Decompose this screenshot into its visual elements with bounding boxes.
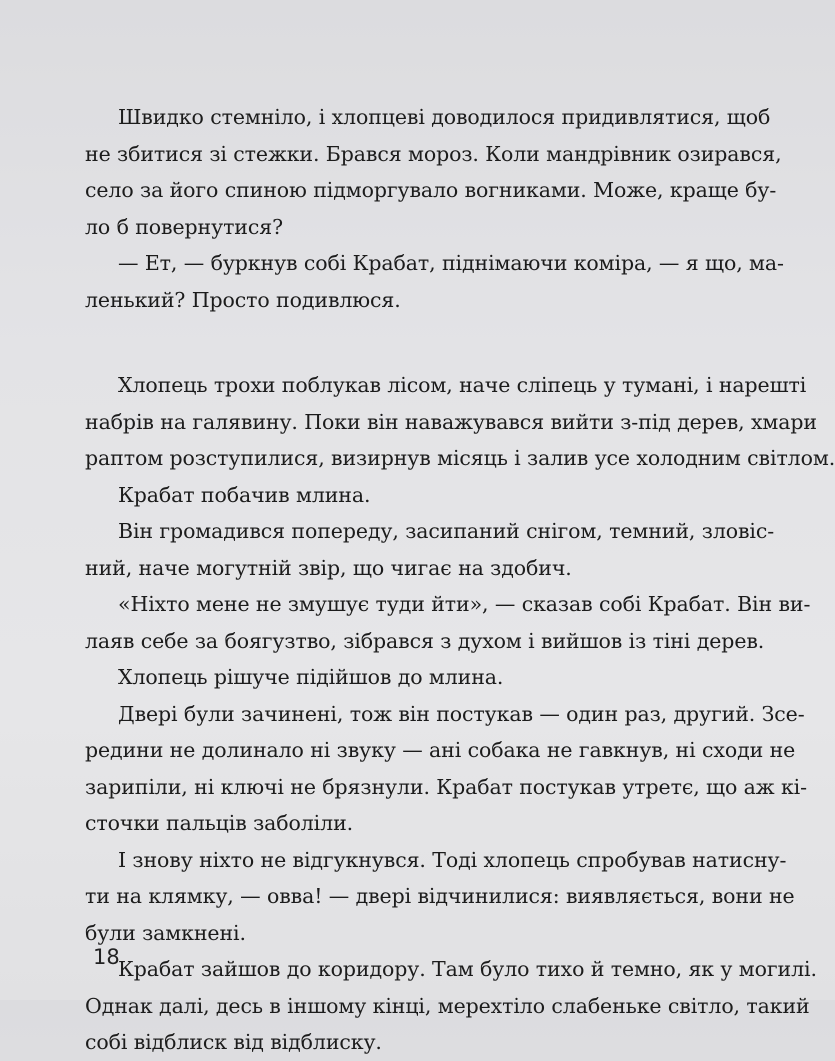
- text-line: ний, наче могутній звір, що чигає на здобич.: [85, 555, 572, 580]
- page-number: 18: [93, 945, 120, 969]
- text-line: Швидко стемніло, і хлопцеві доводилося придивлятися, щоб: [118, 105, 771, 129]
- text-line: Однак далі, десь в іншому кінці, мерехтіло слабеньке світло, такий: [85, 993, 810, 1018]
- paragraph-8: [85, 696, 807, 842]
- text-line: не збитися зі стежки. Брався мороз. Коли мандрівник озирався,: [85, 141, 782, 166]
- text-line: Крабат зайшов до коридору. Там було тихо й темно, як у могилі.: [118, 957, 817, 981]
- text-line: собі відблиск від відблиску.: [85, 1030, 382, 1054]
- paragraph-1: [85, 99, 782, 245]
- paragraph-9: [85, 842, 795, 952]
- text-line: редини не долинало ні звуку — ані собака не гавкнув, ні сходи не: [85, 738, 796, 762]
- section-break: [85, 318, 695, 367]
- paragraph-10: [85, 951, 817, 1061]
- text-line: село за його спиною підморгувало вогниками. Може, краще бу-: [85, 178, 777, 202]
- text-line: були замкнені.: [85, 920, 246, 945]
- text-line: лаяв себе за боягузтво, зібрався з духом і вийшов із тіні дерев.: [85, 628, 765, 653]
- text-line: Крабат побачив млина.: [118, 482, 371, 507]
- text-line: ло б повернутися?: [85, 214, 283, 239]
- text-line: Він громадився попереду, засипаний снігом, темний, зловіс-: [118, 519, 775, 543]
- paragraph-2: [85, 245, 784, 318]
- text-line: ти на клямку, — овва! — двері відчинилися: виявляється, вони не: [85, 884, 795, 908]
- paragraph-7: [85, 659, 695, 696]
- text-line: ленький? Просто подивлюся.: [85, 287, 401, 312]
- text-line: набрів на галявину. Поки він наважувався вийти з-під дерев, хмари: [85, 409, 817, 434]
- text-line: раптом розступилися, визирнув місяць і залив усе холодним світлом.: [85, 446, 835, 470]
- paragraph-6: [85, 586, 811, 659]
- text-line: — Ет, — буркнув собі Крабат, піднімаючи коміра, — я що, ма-: [118, 251, 784, 275]
- paragraph-4: [85, 477, 695, 514]
- body-text: [85, 99, 835, 1061]
- text-line: зарипіли, ні ключі не брязнули. Крабат постукав утретє, що аж кі-: [85, 774, 807, 799]
- text-line: сточки пальців заболіли.: [85, 811, 354, 835]
- text-line: Хлопець рішуче підійшов до млина.: [118, 665, 504, 689]
- text-line: Двері були зачинені, тож він постукав — один раз, другий. Зсе-: [118, 701, 805, 726]
- paragraph-5: [85, 513, 775, 586]
- paragraph-3: [85, 367, 835, 477]
- text-line: Хлопець трохи поблукав лісом, наче сліпець у тумані, і нарешті: [118, 373, 807, 397]
- text-line: «Ніхто мене не змушує туди йти», — сказав собі Крабат. Він ви-: [118, 592, 811, 616]
- text-line: І знову ніхто не відгукнувся. Тоді хлопець спробував натисну-: [118, 847, 787, 872]
